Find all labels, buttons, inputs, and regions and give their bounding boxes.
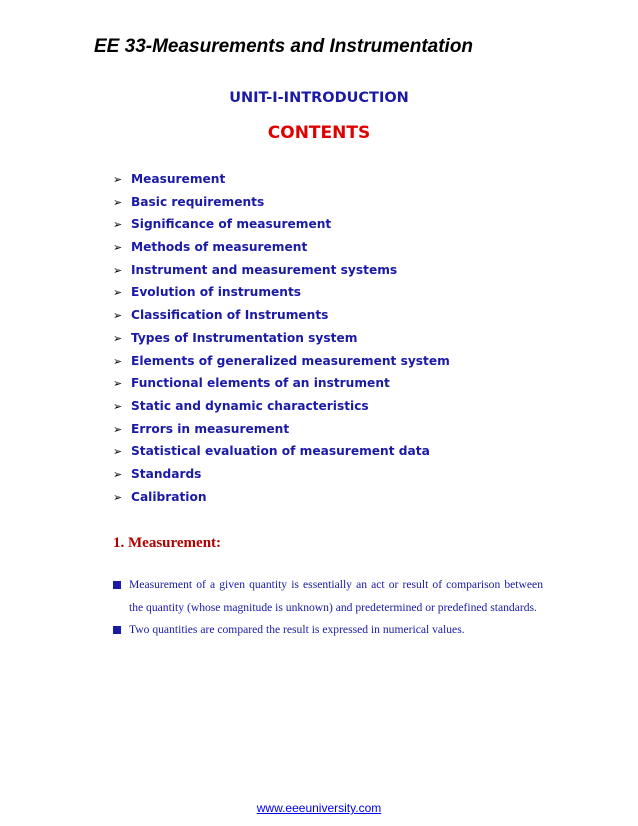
contents-item (113, 236, 450, 259)
contents-item (113, 168, 450, 191)
contents-item-label: Errors in measurement (131, 421, 290, 436)
contents-item (113, 259, 450, 282)
section-bullet-item (113, 619, 543, 642)
arrow-bullet-icon: ➢ (113, 309, 123, 323)
contents-item (113, 350, 450, 373)
contents-item (113, 463, 450, 486)
arrow-bullet-icon: ➢ (113, 331, 123, 345)
contents-item-label: Basic requirements (131, 194, 265, 209)
arrow-bullet-icon: ➢ (113, 377, 123, 391)
arrow-bullet-icon: ➢ (113, 286, 123, 300)
contents-item-label: Elements of generalized measurement system (131, 353, 450, 368)
contents-item-label: Significance of measurement (131, 217, 332, 232)
arrow-bullet-icon: ➢ (113, 218, 123, 232)
arrow-bullet-icon: ➢ (113, 263, 123, 277)
contents-item-label: Classification of Instruments (131, 308, 329, 323)
section-bullet-text: Measurement of a given quantity is essentially an act or result of comparison between the quantity (whose magnitude is unknown) and predetermined or predefined standards. (129, 578, 543, 614)
arrow-bullet-icon: ➢ (113, 422, 123, 436)
contents-item-label: Functional elements of an instrument (131, 376, 390, 391)
contents-item (113, 213, 450, 236)
unit-title: UNIT-I-INTRODUCTION (229, 90, 409, 106)
square-bullet-icon (113, 581, 121, 589)
document-header-title: EE 33-Measurements and Instrumentation (94, 36, 474, 57)
contents-item-label: Static and dynamic characteristics (131, 398, 369, 413)
contents-item-label: Instrument and measurement systems (131, 262, 398, 277)
contents-item (113, 304, 450, 327)
section-heading: 1. Measurement: (113, 535, 222, 551)
contents-item-label: Calibration (131, 489, 207, 504)
section-bullet-text: Two quantities are compared the result is expressed in numerical values. (129, 623, 465, 636)
contents-item-label: Measurement (131, 172, 226, 186)
contents-item (113, 281, 450, 304)
contents-item (113, 191, 450, 214)
square-bullet-icon (113, 626, 121, 634)
contents-item-label: Standards (131, 466, 202, 481)
contents-item (113, 372, 450, 395)
contents-item-label: Statistical evaluation of measurement data (131, 444, 430, 459)
contents-item (113, 486, 450, 509)
section-bullet-item (113, 574, 543, 619)
contents-item-label: Types of Instrumentation system (131, 330, 358, 345)
footer-link[interactable]: www.eeeuniversity.com (256, 801, 382, 815)
contents-item-label: Evolution of instruments (131, 285, 302, 300)
arrow-bullet-icon: ➢ (113, 241, 123, 255)
arrow-bullet-icon: ➢ (113, 467, 123, 481)
arrow-bullet-icon: ➢ (113, 445, 123, 459)
arrow-bullet-icon: ➢ (113, 399, 123, 413)
section-bullet-list (113, 574, 543, 642)
arrow-bullet-icon: ➢ (113, 195, 123, 209)
contents-title: CONTENTS (267, 123, 371, 143)
contents-item (113, 327, 450, 350)
contents-item (113, 395, 450, 418)
arrow-bullet-icon: ➢ (113, 354, 123, 368)
contents-item (113, 418, 450, 441)
contents-item (113, 440, 450, 463)
contents-item-label: Methods of measurement (131, 240, 308, 255)
contents-list (113, 168, 450, 508)
arrow-bullet-icon: ➢ (113, 173, 123, 186)
arrow-bullet-icon: ➢ (113, 490, 123, 504)
